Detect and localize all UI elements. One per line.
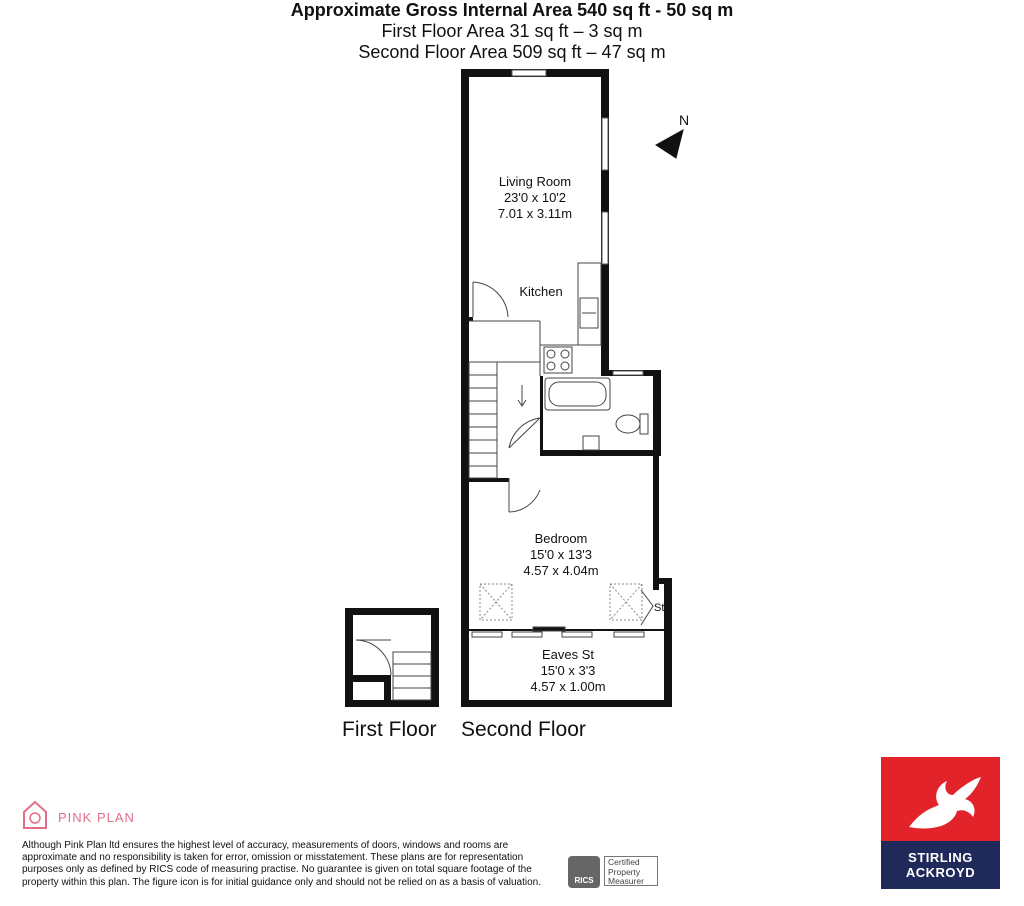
hob-icon: [544, 347, 572, 373]
living-room-dim-metric: 7.01 x 3.11m: [497, 206, 573, 221]
griffin-icon: [881, 757, 1000, 841]
second-floor-label: Second Floor: [461, 718, 586, 741]
brand-line-1: STIRLING: [908, 850, 973, 865]
bedroom-dim-metric: 4.57 x 4.04m: [523, 563, 599, 578]
rics-line-1: Certified: [608, 857, 640, 867]
store-name: St: [654, 602, 665, 614]
living-room-name: Living Room: [498, 174, 572, 189]
north-arrow-icon: [656, 130, 683, 158]
living-room-dim-imperial: 23'0 x 10'2: [503, 190, 567, 205]
eaves-dim-metric: 4.57 x 1.00m: [530, 679, 606, 694]
pink-plan-brand: PINK PLAN: [58, 810, 135, 825]
north-label: N: [679, 112, 690, 128]
bedroom-name: Bedroom: [534, 531, 588, 546]
brand-line-2: ACKROYD: [905, 865, 976, 880]
sink-icon: [580, 298, 598, 328]
skylights: [480, 584, 642, 620]
first-floor-label: First Floor: [342, 718, 437, 741]
stirling-ackroyd-logo: [881, 757, 1000, 889]
brand-wordmark: [881, 841, 1000, 889]
rics-line-3: Measurer: [608, 876, 644, 886]
rics-mark: RICS: [568, 856, 600, 888]
disclaimer-text: Although Pink Plan ltd ensures the highest level of accuracy, measurements of doors, windows and rooms are approximate and no responsibility is taken for error, omission or misstatement. These plans are for representation purposes only as defined by RICS code of measuring practise. No guarantee is given on total square footage of the property within this plan. The figure icon is for initial guidance only and should not be relied on as a basis of valuation.: [22, 840, 542, 888]
rics-certified-box: [604, 856, 658, 886]
area-title: Approximate Gross Internal Area 540 sq ft - 50 sq m: [290, 0, 734, 20]
first-floor-area: First Floor Area 31 sq ft – 3 sq m: [381, 21, 643, 41]
brand-griffin-panel: [881, 757, 1000, 841]
rics-badge: [568, 856, 660, 888]
staircase-second-floor: [469, 362, 540, 478]
bath-icon: [545, 378, 610, 410]
staircase-first-floor: [356, 640, 431, 700]
pink-plan-logo-icon: [22, 800, 48, 830]
eaves-name: Eaves St: [541, 647, 595, 662]
eaves-dim-imperial: 15'0 x 3'3: [540, 663, 596, 678]
second-floor-area: Second Floor Area 509 sq ft – 47 sq m: [358, 42, 666, 62]
bedroom-dim-imperial: 15'0 x 13'3: [529, 547, 593, 562]
basin-icon: [583, 436, 599, 450]
rics-line-2: Property: [608, 866, 641, 877]
kitchen-name: Kitchen: [519, 284, 563, 299]
toilet-icon: [616, 414, 648, 434]
eaves-openings: [472, 627, 644, 637]
first-floor-walls: [345, 608, 439, 707]
